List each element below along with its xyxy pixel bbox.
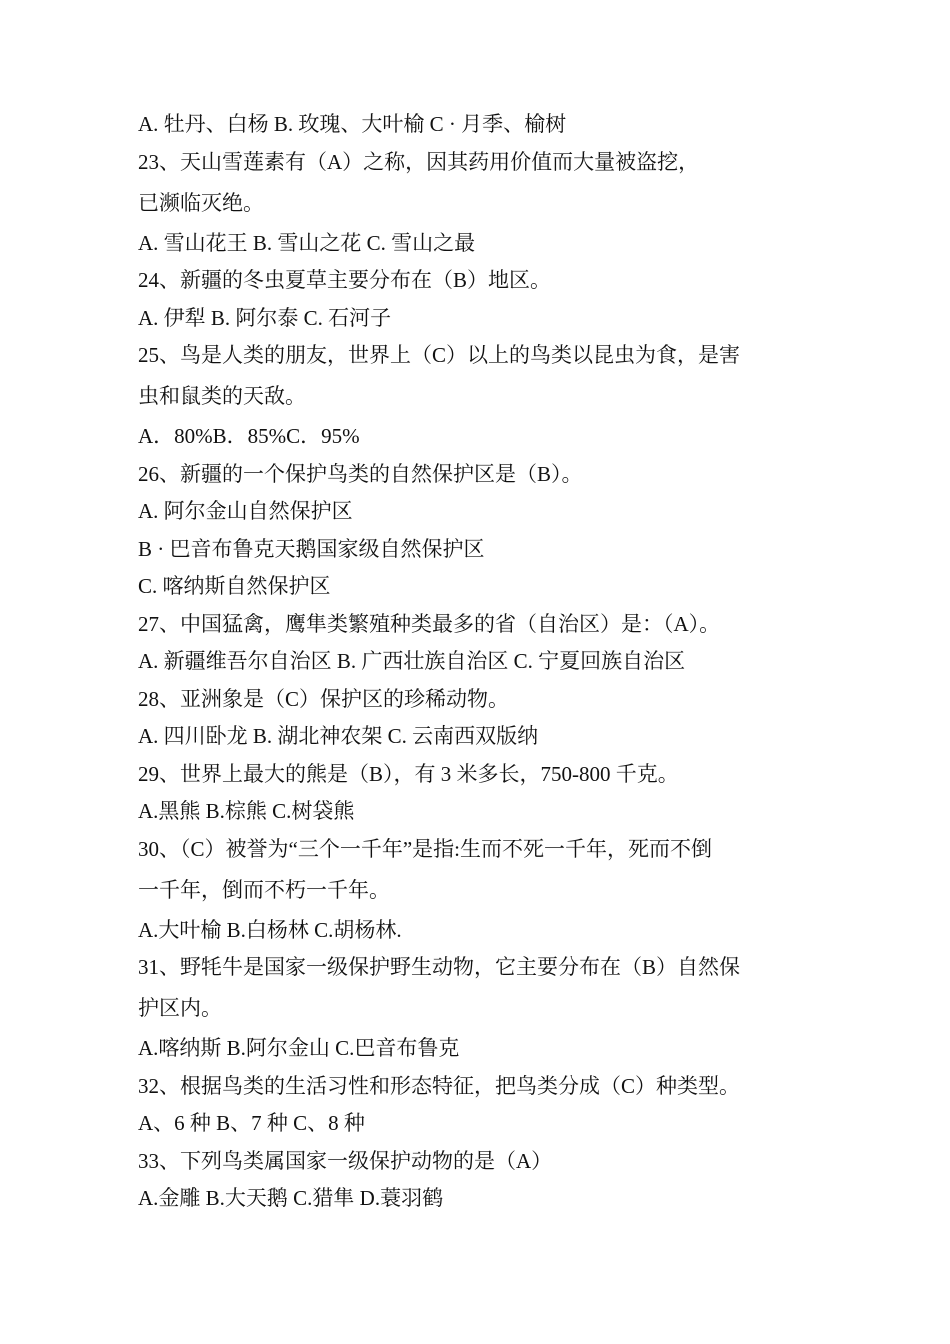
answer-options-line: A. 牡丹、白杨 B. 玫瑰、大叶榆 C · 月季、榆树 <box>138 112 567 136</box>
question-28-line: 28、亚洲象是（C）保护区的珍稀动物。 <box>138 686 510 711</box>
answer-options-line: A. 四川卧龙 B. 湖北神农架 C. 云南西双版纳 <box>138 724 539 748</box>
answer-options-line: A．80%B．85%C．95% <box>138 424 360 448</box>
question-23-line: 23、天山雪莲素有（A）之称，因其药用价值而大量被盗挖， <box>138 149 700 174</box>
question-25-line: 25、鸟是人类的朋友，世界上（C）以上的鸟类以昆虫为食，是害 <box>138 343 741 367</box>
question-33-line: 33、下列鸟类属国家一级保护动物的是（A） <box>138 1148 553 1173</box>
question-30-line: 30、（C）被誉为“三个一千年”是指:生而不死一千年，死而不倒 <box>138 836 712 861</box>
answer-options-line: A.大叶榆 B.白杨林 C.胡杨林. <box>138 917 402 942</box>
question-29-line: 29、世界上最大的熊是（B），有 3 米多长，750-800 千克。 <box>138 761 679 786</box>
answer-options-line: A.黑熊 B.棕熊 C.树袋熊 <box>138 799 355 823</box>
question-25-continuation: 虫和鼠类的天敌。 <box>138 384 306 408</box>
document-body <box>138 106 828 1218</box>
answer-options-line: A.金雕 B.大天鹅 C.猎隼 D.蓑羽鹤 <box>138 1186 444 1210</box>
question-24-line: 24、新疆的冬虫夏草主要分布在（B）地区。 <box>138 268 552 292</box>
answer-option-c: C. 喀纳斯自然保护区 <box>138 574 331 598</box>
answer-options-line: A、6 种 B、7 种 C、8 种 <box>138 1111 365 1135</box>
question-31-line: 31、野牦牛是国家一级保护野生动物，它主要分布在（B）自然保 <box>138 955 741 979</box>
question-30-continuation: 一千年，倒而不朽一千年。 <box>138 877 390 902</box>
answer-option-b: B · 巴音布鲁克天鹅国家级自然保护区 <box>138 536 485 561</box>
question-27-line: 27、中国猛禽，鹰隼类繁殖种类最多的省（自治区）是：（A）。 <box>138 611 721 636</box>
answer-options-line: A. 新疆维吾尔自治区 B. 广西壮族自治区 C. 宁夏回族自治区 <box>138 649 686 673</box>
answer-options-line: A. 伊犁 B. 阿尔泰 C. 石河子 <box>138 305 392 330</box>
question-26-line: 26、新疆的一个保护鸟类的自然保护区是（B）。 <box>138 461 583 486</box>
answer-options-line: A. 雪山花王 B. 雪山之花 C. 雪山之最 <box>138 230 476 255</box>
answer-option-a: A. 阿尔金山自然保护区 <box>138 499 353 523</box>
question-23-continuation: 已濒临灭绝。 <box>138 190 264 215</box>
answer-options-line: A.喀纳斯 B.阿尔金山 C.巴音布鲁克 <box>138 1036 460 1060</box>
question-32-line: 32、根据鸟类的生活习性和形态特征，把鸟类分成（C）种类型。 <box>138 1073 741 1098</box>
question-31-continuation: 护区内。 <box>138 996 222 1020</box>
